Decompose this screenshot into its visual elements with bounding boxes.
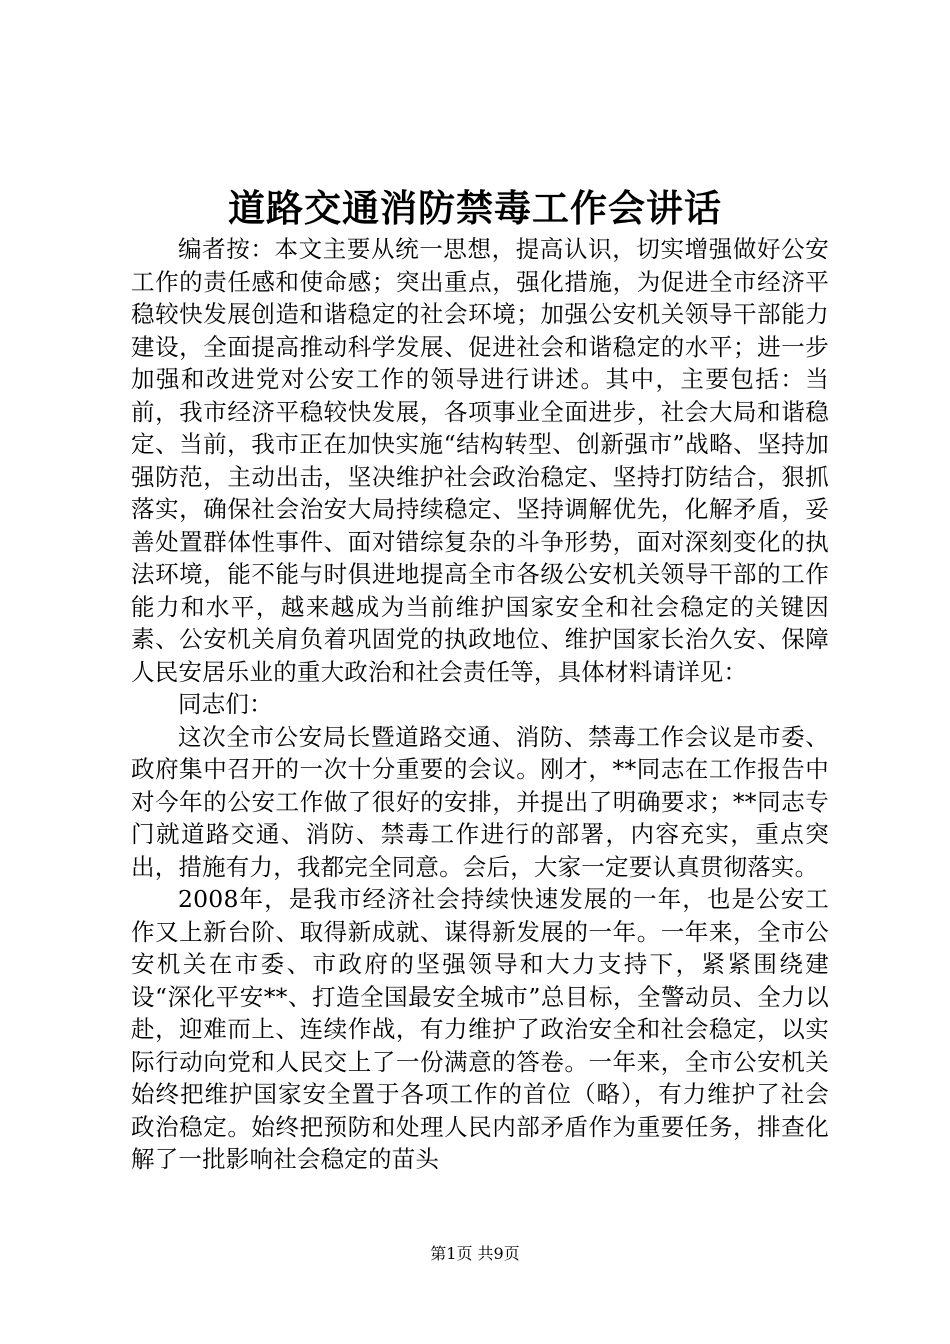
document-body <box>131 233 829 1176</box>
page-title: 道路交通消防禁毒工作会讲话 <box>228 186 722 230</box>
paragraph-salutation: 同志们： <box>178 690 273 718</box>
page-footer: 第1页 共9页 <box>430 1244 520 1263</box>
paragraph-editor-note: 编者按：本文主要从统一思想，提高认识，切实增强做好公安工作的责任感和使命感；突出重点，强化措施，为促进全市经济平稳较快发展创造和谐稳定的社会环境；加强公安机关领导干部能力建设，全面提高推动科学发展、促进社会和谐稳定的水平；进一步加强和改进党对公安工作的领导进行讲述。其中，主要包括：当前，我市经济平稳较快发展，各项事业全面进步，社会大局和谐稳定、当前，我市正在加快实施“结构转型、创新强市”战略、坚持加强防范，主动出击，坚决维护社会政治稳定、坚持打防结合，狠抓落实，确保社会治安大局持续稳定、坚持调解优先，化解矛盾，妥善处置群体性事件、面对错综复杂的斗争形势，面对深刻变化的执法环境，能不能与时俱进地提高全市各级公安机关领导干部的工作能力和水平，越来越成为当前维护国家安全和社会稳定的关键因素、公安机关肩负着巩固党的执政地位、维护国家长治久安、保障人民安居乐业的重大政治和社会责任等，具体材料请详见： <box>131 235 829 686</box>
paragraph-year-review: 2008年，是我市经济社会持续快速发展的一年，也是公安工作又上新台阶、取得新成就、谋得新发展的一年。一年来，全市公安机关在市委、市政府的坚强领导和大力支持下，紧紧围绕建设“深化平安**、打造全国最安全城市”总目标，全警动员、全力以赴，迎难而上、连续作战，有力维护了政治安全和社会稳定，以实际行动向党和人民交上了一份满意的答卷。一年来，全市公安机关始终把维护国家安全置于各项工作的首位（略），有力维护了社会政治稳定。始终把预防和处理人民内部矛盾作为重要任务，排查化解了一批影响社会稳定的苗头 <box>131 885 829 1173</box>
paragraph-meeting-intro: 这次全市公安局长暨道路交通、消防、禁毒工作会议是市委、政府集中召开的一次十分重要的会议。刚才，**同志在工作报告中对今年的公安工作做了很好的安排，并提出了明确要求；**同志专门就道路交通、消防、禁毒工作进行的部署，内容充实，重点突出，措施有力，我都完全同意。会后，大家一定要认真贯彻落实。 <box>131 722 829 881</box>
